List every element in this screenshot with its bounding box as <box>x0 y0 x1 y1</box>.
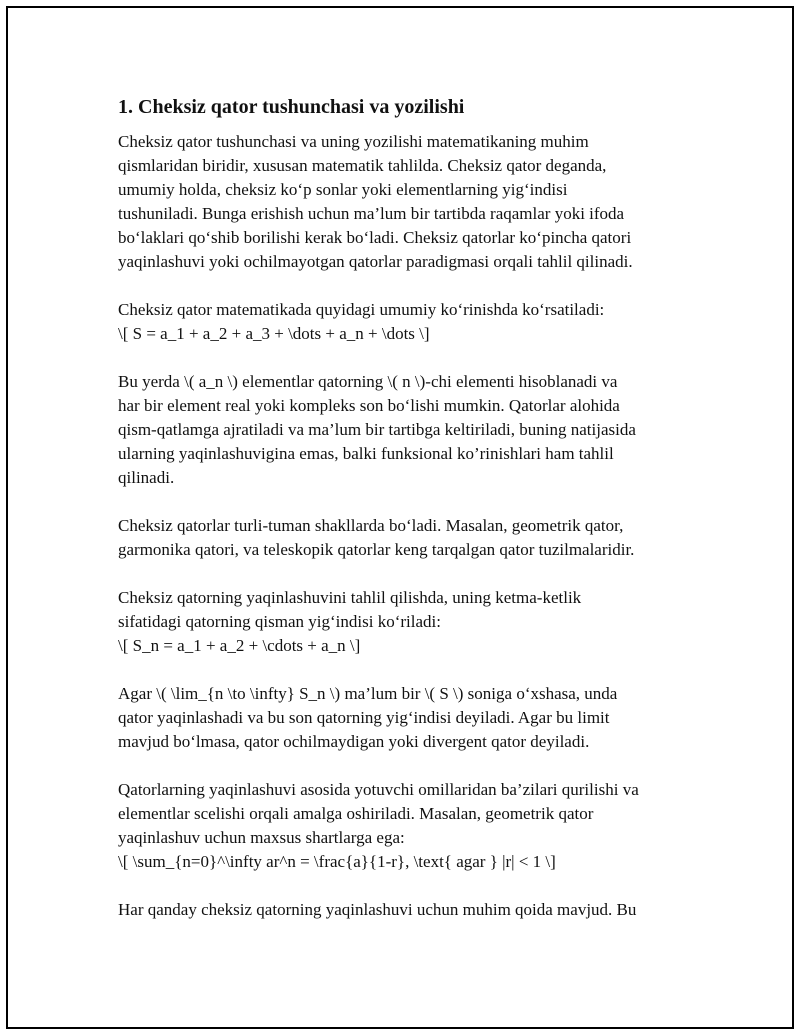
paragraph <box>118 298 698 346</box>
paragraph <box>118 586 698 658</box>
paragraph-line: har bir element real yoki kompleks son bo‘lishi mumkin. Qatorlar alohida <box>118 396 620 415</box>
paragraph-line: \[ \sum_{n=0}^\infty ar^n = \frac{a}{1-r}, \text{ agar } |r| < 1 \] <box>118 852 556 871</box>
paragraph-line: Har qanday cheksiz qatorning yaqinlashuvi uchun muhim qoida mavjud. Bu <box>118 900 637 919</box>
paragraph-line: Cheksiz qatorning yaqinlashuvini tahlil qilishda, uning ketma-ketlik <box>118 588 582 607</box>
paragraph <box>118 370 698 490</box>
document-body <box>118 94 698 946</box>
paragraph-line: \[ S = a_1 + a_2 + a_3 + \dots + a_n + \dots \] <box>118 324 430 343</box>
paragraph-line: Cheksiz qator matematikada quyidagi umumiy ko‘rinishda ko‘rsatiladi: <box>118 300 605 319</box>
paragraph-line: qism-qatlamga ajratiladi va ma’lum bir tartibga keltiriladi, buning natijasida <box>118 420 636 439</box>
paragraph-line: Cheksiz qator tushunchasi va uning yozilishi matematikaning muhim <box>118 132 589 151</box>
paragraph <box>118 778 698 874</box>
paragraph-line: yaqinlashuv uchun maxsus shartlarga ega: <box>118 828 405 847</box>
paragraph-list <box>118 130 698 922</box>
paragraph-line: garmonika qatori, va teleskopik qatorlar keng tarqalgan qator tuzilmalaridir. <box>118 540 635 559</box>
paragraph <box>118 682 698 754</box>
paragraph-line: qismlaridan biridir, xususan matematik tahlilda. Cheksiz qator deganda, <box>118 156 607 175</box>
paragraph-line: qilinadi. <box>118 468 175 487</box>
paragraph-line: qator yaqinlashadi va bu son qatorning yig‘indisi deyiladi. Agar bu limit <box>118 708 610 727</box>
paragraph <box>118 898 698 922</box>
paragraph-line: Agar \( \lim_{n \to \infty} S_n \) ma’lum bir \( S \) soniga o‘xshasa, unda <box>118 684 618 703</box>
paragraph <box>118 514 698 562</box>
paragraph-line: \[ S_n = a_1 + a_2 + \cdots + a_n \] <box>118 636 361 655</box>
paragraph-line: umumiy holda, cheksiz ko‘p sonlar yoki elementlarning yig‘indisi <box>118 180 568 199</box>
paragraph-line: mavjud bo‘lmasa, qator ochilmaydigan yoki divergent qator deyiladi. <box>118 732 590 751</box>
paragraph-line: Qatorlarning yaqinlashuvi asosida yotuvchi omillaridan ba’zilari qurilishi va <box>118 780 639 799</box>
paragraph <box>118 130 698 274</box>
paragraph-line: yaqinlashuvi yoki ochilmayotgan qatorlar paradigmasi orqali tahlil qilinadi. <box>118 252 633 271</box>
paragraph-line: ularning yaqinlashuvigina emas, balki funksional ko’rinishlari ham tahlil <box>118 444 614 463</box>
paragraph-line: Bu yerda \( a_n \) elementlar qatorning \( n \)-chi elementi hisoblanadi va <box>118 372 618 391</box>
paragraph-line: sifatidagi qatorning qisman yig‘indisi ko‘riladi: <box>118 612 441 631</box>
paragraph-line: tushuniladi. Bunga erishish uchun ma’lum bir tartibda raqamlar yoki ifoda <box>118 204 625 223</box>
paragraph-line: Cheksiz qatorlar turli-tuman shakllarda bo‘ladi. Masalan, geometrik qator, <box>118 516 624 535</box>
paragraph-line: bo‘laklari qo‘shib borilishi kerak bo‘ladi. Cheksiz qatorlar ko‘pincha qatori <box>118 228 632 247</box>
paragraph-line: elementlar scelishi orqali amalga oshiriladi. Masalan, geometrik qator <box>118 804 594 823</box>
section-heading: 1. Cheksiz qator tushunchasi va yozilishi <box>118 96 465 118</box>
